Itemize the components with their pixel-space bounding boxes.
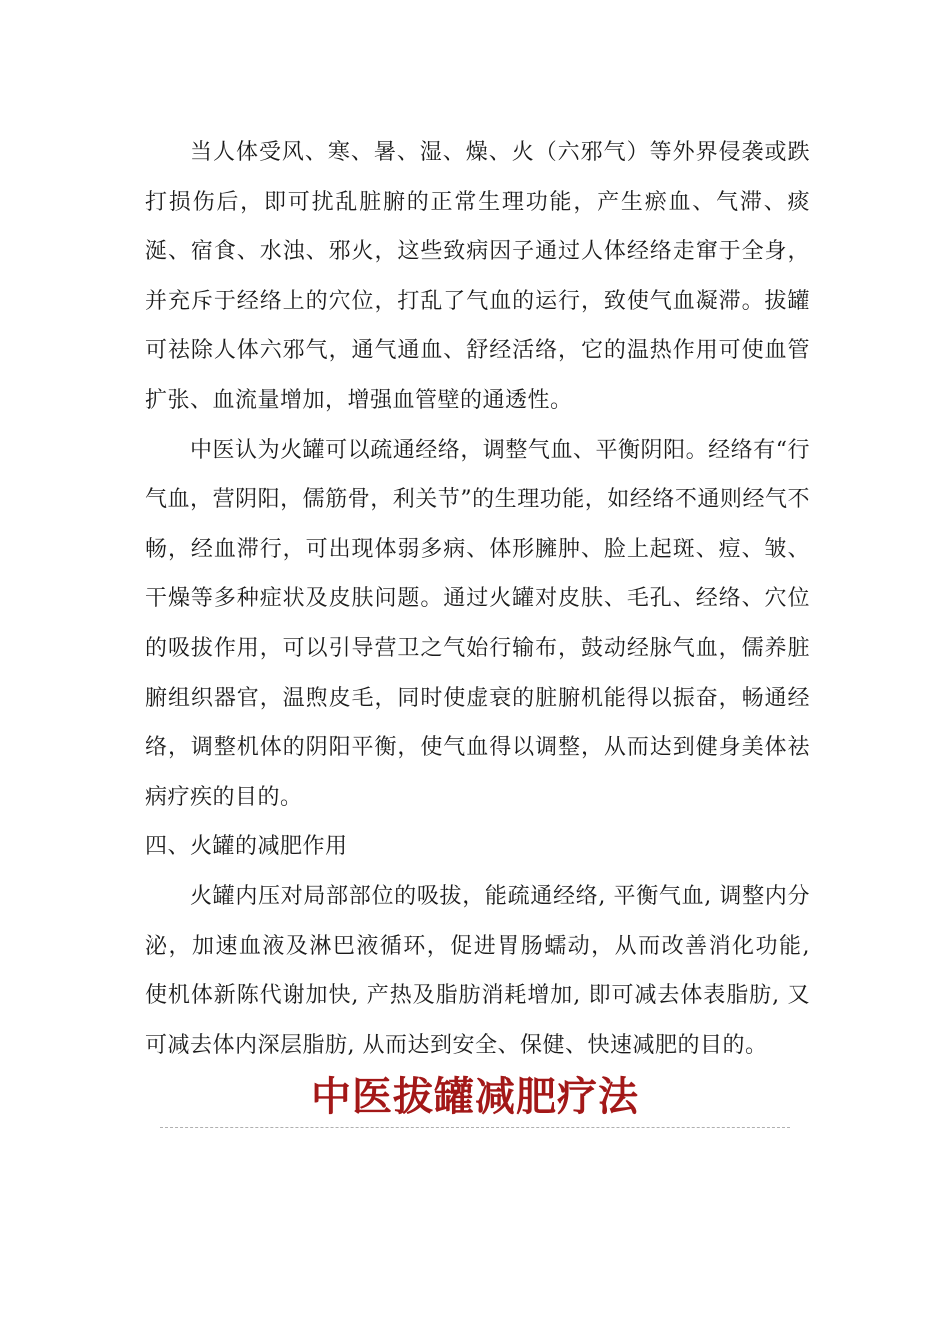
title-divider: [160, 1127, 790, 1128]
paragraph-six-evils: 当人体受风、寒、暑、湿、燥、火（六邪气）等外界侵袭或跌打损伤后，即可扰乱脏腑的正常生理功能，产生瘀血、气滞、痰涎、宿食、水浊、邪火，这些致病因子通过人体经络走窜于全身，并充斥于经络上的穴位，打乱了气血的运行，致使气血凝滞。拔罐可祛除人体六邪气，通气通血、舒经活络，它的温热作用可使血管扩张、血流量增加，增强血管壁的通透性。: [145, 140, 810, 413]
document-title: 中医拔罐减肥疗法: [311, 1074, 639, 1120]
paragraph-tcm-cupping: 中医认为火罐可以疏通经络，调整气血、平衡阴阳。经络有“行气血，营阴阳，儒筋骨，利关节”的生理功能，如经络不通则经气不畅，经血滞行，可出现体弱多病、体形臃肿、脸上起斑、痘、皱、干燥等多种症状及皮肤问题。通过火罐对皮肤、毛孔、经络、穴位的吸拔作用，可以引导营卫之气始行输布，鼓动经脉气血，儒养脏腑组织器官，温煦皮毛，同时使虚衰的脏腑机能得以振奋，畅通经络，调整机体的阴阳平衡，使气血得以调整，从而达到健身美体祛病疗疾的目的。: [145, 437, 810, 810]
paragraph-weight-loss: 火罐内压对局部部位的吸拔，能疏通经络, 平衡气血, 调整内分泌，加速血液及淋巴液循环，促进胃肠蠕动，从而改善消化功能, 使机体新陈代谢加快, 产热及脂肪消耗增加, 即可减去体表脂肪, 又可减去体内深层脂肪, 从而达到安全、保健、快速减肥的目的。: [145, 883, 810, 1058]
section-heading: 四、火罐的减肥作用: [145, 834, 348, 860]
title-block: [160, 1068, 790, 1126]
document-body: [145, 128, 810, 1070]
